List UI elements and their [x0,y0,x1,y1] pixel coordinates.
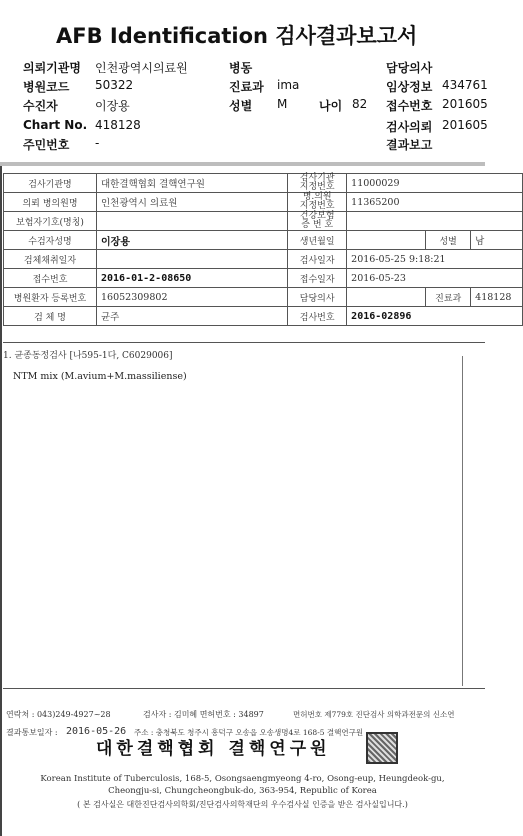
patient-value: 이장용 [95,99,130,113]
table-cell-value: 418128 [471,288,523,307]
table-cell-label: 검사일자 [288,250,347,269]
table-cell-value: 2016-01-2-08650 [97,269,288,288]
table-row [4,174,523,193]
report-date: 2016-05-26 [66,726,127,737]
table-cell-label: 검사기관 지정번호 [288,174,347,193]
resident-number-label: 주민번호 [23,138,70,152]
test-results-section [3,342,485,689]
sex-value: M [277,97,288,111]
scanned-report [0,166,512,836]
test-request-label: 검사의뢰 [386,120,433,134]
attending-doctor-label: 담당의사 [386,61,433,75]
scan-border [0,166,2,836]
clinical-info-label: 임상정보 [386,80,433,94]
table-cell-label: 검사기관명 [4,174,97,193]
table-row [4,212,523,231]
age-value: 82 [352,97,368,111]
table-cell-label: 검사번호 [288,307,347,326]
table-cell-label: 접수번호 [4,269,97,288]
address-korean: 주소 : 충청북도 청주시 흥덕구 오송읍 오송생명4로 168-5 결핵연구원 [134,728,364,737]
table-cell-value: 2016-05-25 9:18:21 [347,250,523,269]
certification-note: ( 본 검사실은 대한진단검사의학회/진단검사의학재단의 우수검사실 인증을 받은 검사실입니다.) [77,800,408,809]
age-label: 나이 [319,99,343,113]
table-cell-label: 병원환자 등록번호 [4,288,97,307]
table-row [4,193,523,212]
physician-license: 면허번호 제779호 진단검사 의학과전문의 신소연 [293,710,455,719]
department-value: ima [277,78,300,92]
identification-result: NTM mix (M.avium+M.massiliense) [13,371,187,382]
table-cell-label: 검 체 명 [4,307,97,326]
ward-label: 병동 [229,61,253,75]
table-cell-value: 균주 [97,307,288,326]
hospital-code-value: 50322 [95,78,134,92]
report-title: AFB Identification 검사결과보고서 [56,24,418,48]
sex-label: 성별 [229,99,253,113]
table-cell-value [347,288,426,307]
address-english-line2: Cheongju-si, Chungcheongbuk-do, 363-954, Republic of Korea [108,786,377,796]
official-seal [366,732,398,764]
patient-label: 수진자 [23,99,58,113]
table-cell-label: 검체채취일자 [4,250,97,269]
address-english-line1: Korean Institute of Tuberculosis, 168-5, Osongsaengmyeong 4-ro, Osong-eup, Heungdeok-gu, [40,774,445,784]
table-cell-value [347,231,426,250]
table-cell-label: 의뢰 병의원명 [4,193,97,212]
resident-number-value: - [95,136,100,150]
table-cell-label: 성별 [426,231,471,250]
table-cell-value: 인천광역시 의료원 [97,193,288,212]
requesting-institution-value: 인천광역시의료원 [95,61,188,75]
contact-phone: 연락처 : 043)249-4927~28 [6,710,111,719]
table-cell-label: 접수일자 [288,269,347,288]
chart-no-value: 418128 [95,118,141,132]
table-cell-value: 2016-05-23 [347,269,523,288]
table-cell-label: 건강보험 증 번 호 [288,212,347,231]
table-cell-value: 이장용 [97,231,288,250]
table-cell-value: 대한결핵협회 결핵연구원 [97,174,288,193]
table-row [4,307,523,326]
tester-info: 검사자 : 김미혜 면허번호 : 34897 [143,710,264,719]
requesting-institution-label: 의뢰기관명 [23,61,81,75]
table-cell-value: 2016-02896 [347,307,523,326]
table-cell-label: 생년월일 [288,231,347,250]
table-cell-label: 수검자성명 [4,231,97,250]
table-row [4,288,523,307]
table-cell-label: 보험자기호(명칭) [4,212,97,231]
receipt-number-value: 201605 [442,97,488,111]
receipt-number-label: 접수번호 [386,99,433,113]
table-cell-label: 병.의원 지정번호 [288,193,347,212]
test-item-title: 1. 균종동정검사 [나595-1다, C6029006] [3,351,173,361]
table-cell-label: 담당의사 [288,288,347,307]
test-request-value: 201605 [442,118,488,132]
department-label: 진료과 [229,80,264,94]
table-cell-value: 11000029 [347,174,523,193]
hospital-code-label: 병원코드 [23,80,70,94]
table-row [4,269,523,288]
table-row [4,250,523,269]
scan-right-border [462,356,463,686]
table-cell-value: 16052309802 [97,288,288,307]
report-date-label: 결과통보일자 : [6,728,58,737]
table-cell-value [97,250,288,269]
table-cell-label: 진료과 [426,288,471,307]
clinical-info-value: 434761 [442,78,488,92]
report-info-table [3,173,523,326]
institute-name: 대한결핵협회 결핵연구원 [96,739,331,759]
result-report-label: 결과보고 [386,138,433,152]
table-cell-value [97,212,288,231]
table-cell-value: 남 [471,231,523,250]
table-cell-value: 11365200 [347,193,523,212]
chart-no-label: Chart No. [23,118,88,132]
table-cell-value [347,212,523,231]
table-row [4,231,523,250]
